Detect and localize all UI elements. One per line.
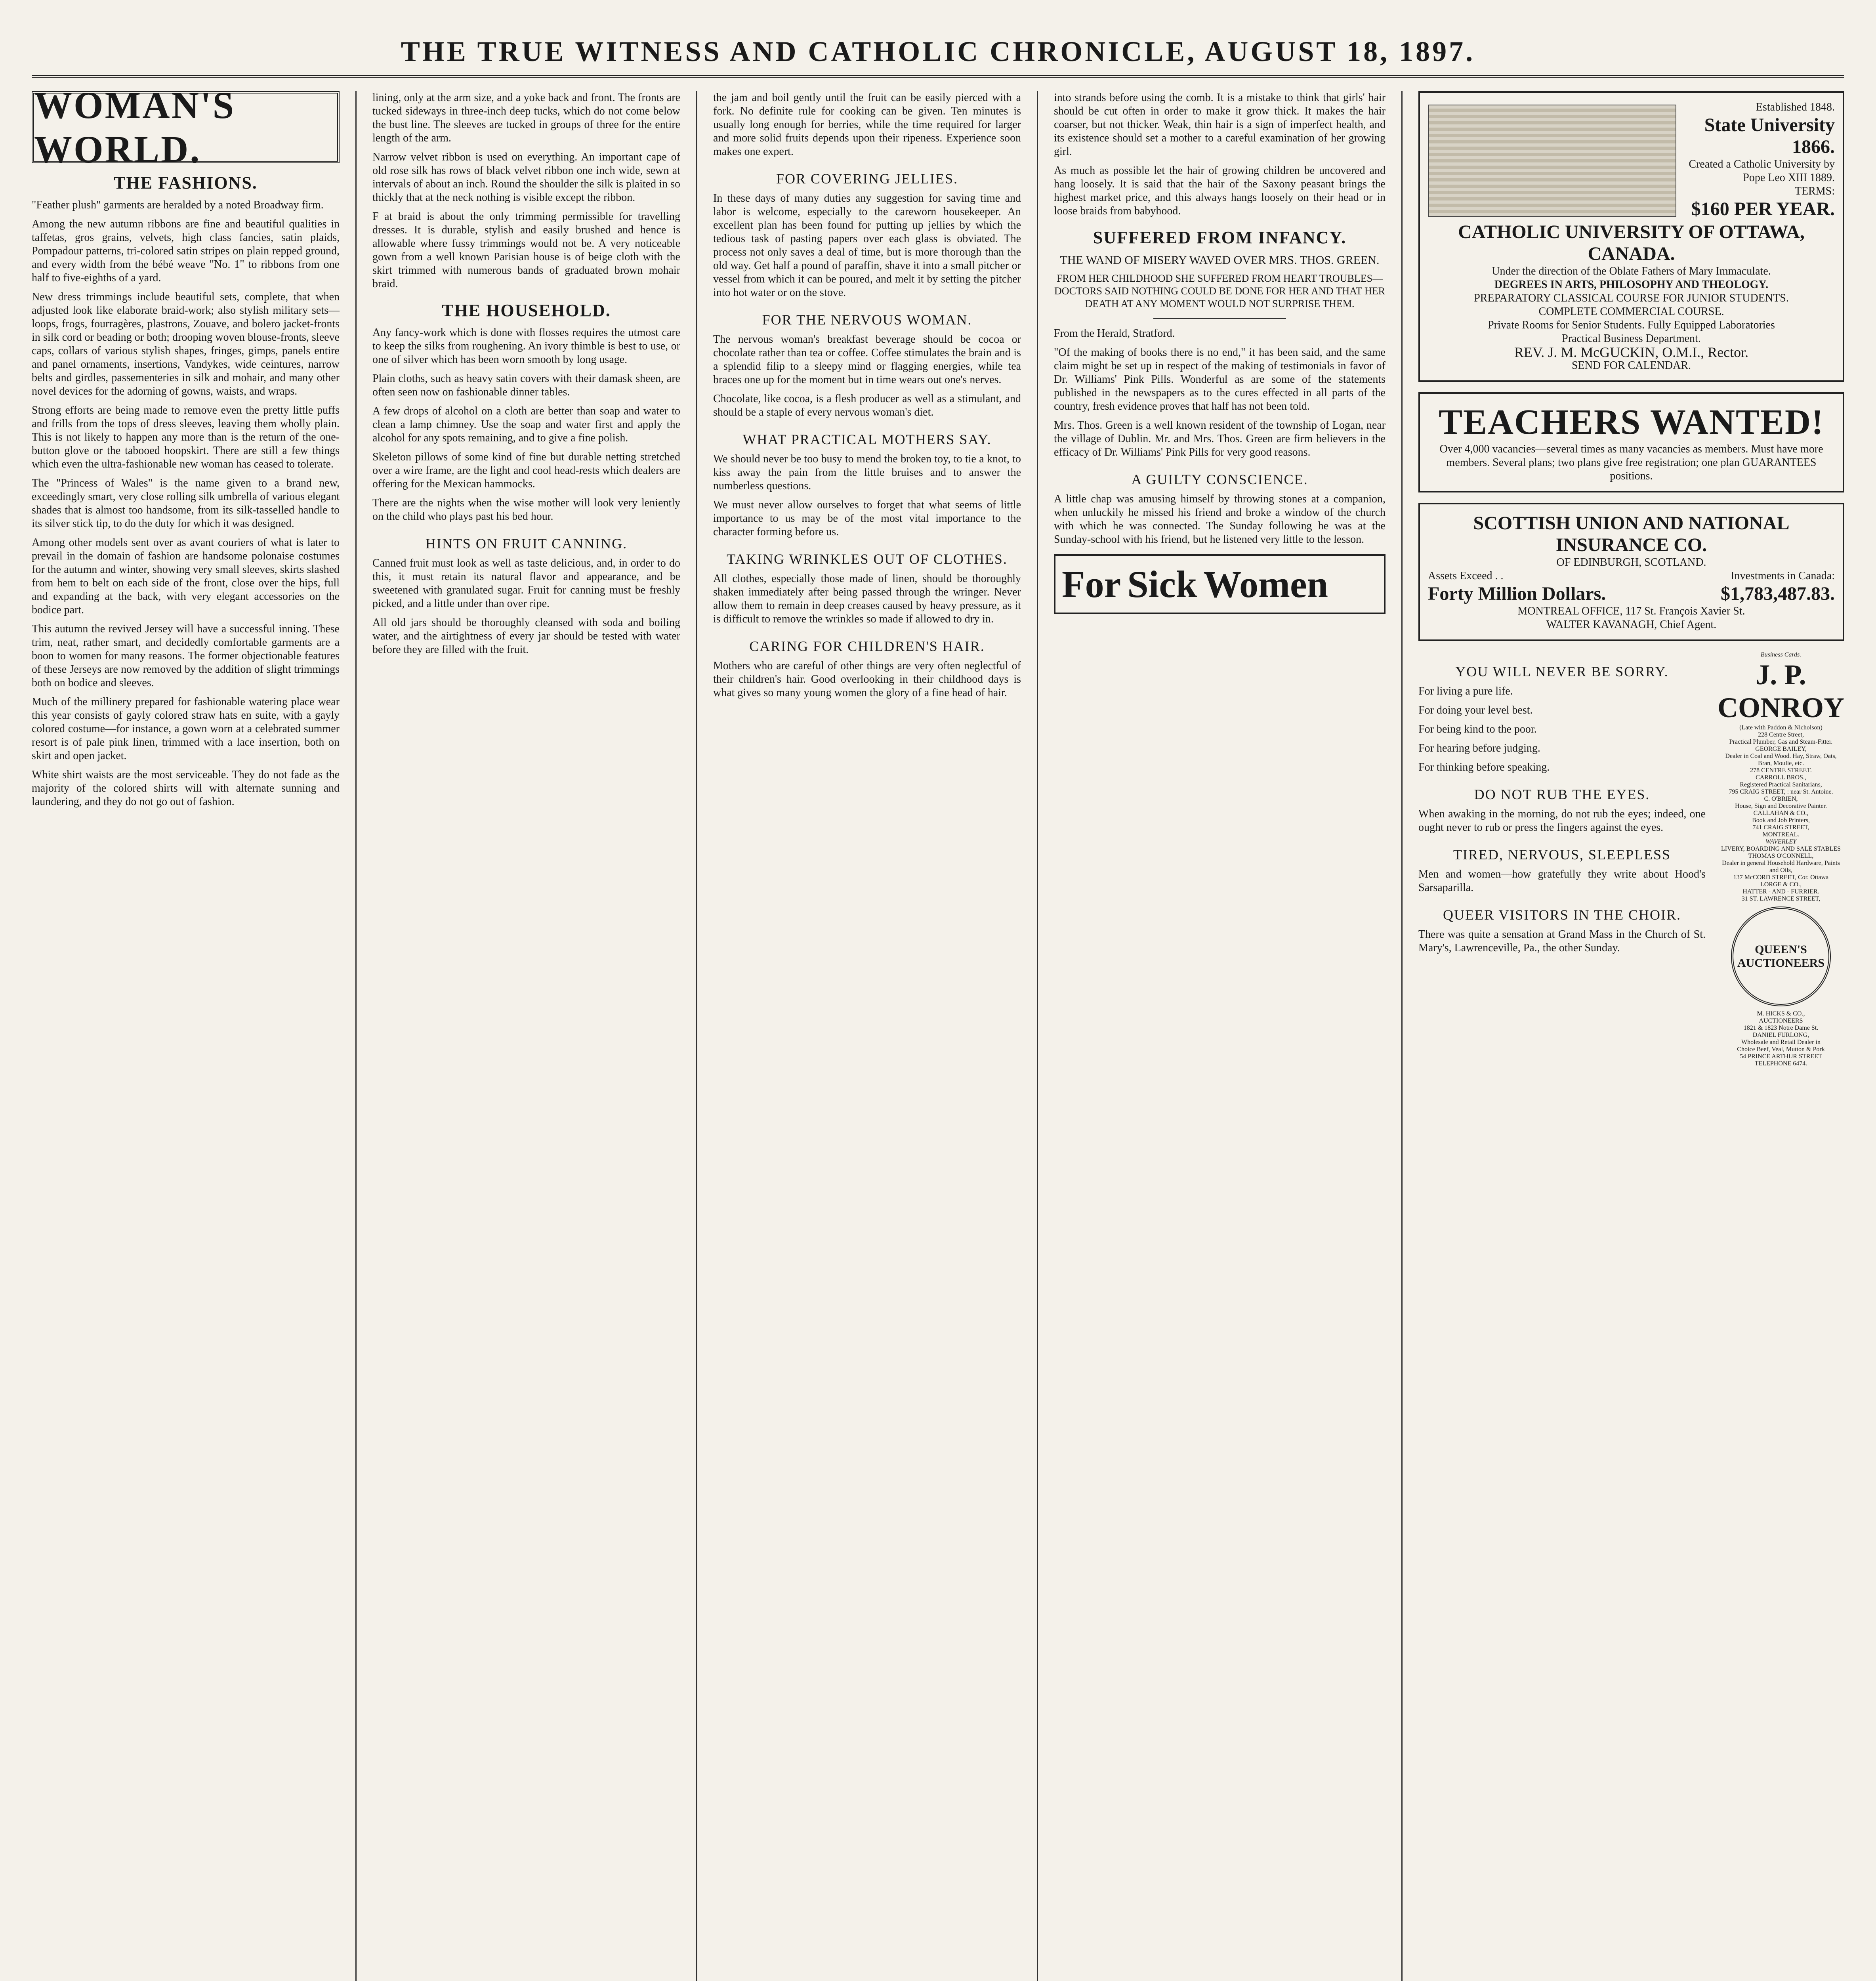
paragraph: "Of the making of books there is no end," it has been said, and the same claim might be set up in respect of the making of testimonials in favor of Dr. Williams' Pink Pills. Wonderful as are some of the statements published in the newspapers as to the cures effected in all parts of the country, fresh evidence proves that half has not been told. (1054, 346, 1386, 412)
hints-body (372, 557, 680, 657)
paragraph: A few drops of alcohol on a cloth are better than soap and water to clean a lamp chimney. Use the soap and water first and apply the alcohol for any spots remaining, and to give a fine polish. (372, 405, 680, 444)
insurance-advertisement (1418, 503, 1844, 641)
paragraph: lining, only at the arm size, and a yoke back and front. The fronts are tucked sideways in three-inch deep tucks, which do not come below the bust line. The sleeves are tucked in groups of three for the entire length of the arm. (372, 92, 680, 144)
hints-heading: HINTS ON FRUIT CANNING. (425, 536, 628, 552)
uni-degrees: DEGREES IN ARTS, PHILOSOPHY AND THEOLOGY. (1494, 279, 1769, 291)
callahan-name: CALLAHAN & CO., (1753, 810, 1809, 817)
paragraph: Mothers who are careful of other things are very often neglectful of their children's hair. Good overlooking in their childhood days is what gives so many young women the glory of a fine head of hair. (713, 660, 1021, 699)
ad-sick: Sick (1127, 563, 1197, 605)
paragraph: All clothes, especially those made of linen, should be thoroughly shaken immediately after being passed through the wringer. Never allow them to remain in deep creases caused by heavy pressure, as it is difficult to remove the wrinkles so made if allowed to dry in. (713, 573, 1021, 625)
uni-commercial: COMPLETE COMMERCIAL COURSE. (1538, 305, 1724, 318)
jellies-body (713, 192, 1021, 300)
lorge-trade: HATTER - AND - FURRIER. (1742, 888, 1819, 895)
column-3 (713, 91, 1038, 1981)
section-title: WOMAN'S WORLD. (32, 91, 340, 163)
uni-state: State University 1866. (1704, 115, 1835, 157)
lorge-address: 31 ST. LAWRENCE STREET, (1741, 895, 1821, 902)
callahan-city: MONTREAL. (1762, 831, 1800, 838)
paragraph: We must never allow ourselves to forget that what seems of little importance to us may be of the most vital importance to the character forming before us. (713, 499, 1021, 538)
conroy-trade: Practical Plumber, Gas and Steam-Fitter. (1729, 739, 1833, 745)
insurance-name: SCOTTISH UNION AND NATIONAL INSURANCE CO. (1473, 513, 1790, 555)
paragraph: Any fancy-work which is done with flosses requires the utmost care to keep the silks from roughening. An ivory thimble is best to use, or one of silver which has been worn smooth by long usage. (372, 326, 680, 366)
furlong-name: DANIEL FURLONG, (1752, 1032, 1809, 1038)
obrien-name: C. O'BRIEN, (1764, 796, 1798, 802)
teachers-body: Over 4,000 vacancies—several times as many vacancies as members. Must have more members. Several plans; two plans give free registration; one plan GUARANTEES positions. (1439, 443, 1823, 482)
divider (1153, 318, 1286, 319)
insurance-assets-label: Assets Exceed . . (1428, 570, 1504, 582)
auctioneer-seal: QUEEN'S AUCTIONEERS (1731, 907, 1831, 1006)
paragraph: F at braid is about the only trimming permissible for travelling dresses. It is durable, stylish and easily brushed and hence is allowable where fussy trimmings would not be. A very noticeable gown from a well known Parisian house is of beige cloth with the skirt trimmed with numerous bands of graduated brown mohair braid. (372, 210, 680, 290)
infancy-subhead-2: FROM HER CHILDHOOD SHE SUFFERED FROM HEART TROUBLES—DOCTORS SAID NOTHING COULD BE DONE FOR HER AND THAT HER DEATH AT ANY MOMENT WOULD NOT SURPRISE THEM. (1054, 273, 1385, 309)
insurance-office: MONTREAL OFFICE, 117 St. François Xavier St. (1517, 605, 1745, 617)
ad-women: Women (1203, 563, 1328, 605)
obrien-trade: House, Sign and Decorative Painter. (1735, 803, 1827, 809)
uni-direction: Under the direction of the Oblate Fathers of Mary Immaculate. (1492, 265, 1771, 277)
furlong-goods: Choice Beef, Veal, Mutton & Pork (1737, 1046, 1825, 1053)
insurance-invest: $1,783,487.83. (1721, 583, 1835, 604)
fashions-body (32, 198, 340, 809)
infancy-heading: SUFFERED FROM INFANCY. (1093, 228, 1347, 247)
paragraph: There are the nights when the wise mother will look very leniently on the child who plays past his bed hour. (372, 497, 680, 523)
furlong-telephone: TELEPHONE 6474. (1754, 1060, 1807, 1067)
insurance-invest-label: Investments in Canada: (1731, 570, 1835, 582)
infancy-subhead: THE WAND OF MISERY WAVED OVER MRS. THOS. GREEN. (1060, 254, 1380, 267)
ad-for: For (1062, 563, 1121, 605)
paragraph: Mrs. Thos. Green is a well known resident of the township of Logan, near the village of Dublin. Mr. and Mrs. Thos. Green are firm believers in the efficacy of Dr. Williams' Pink Pills for very good reasons. (1054, 419, 1386, 458)
paragraph: For being kind to the poor. (1418, 723, 1537, 735)
george-address: 278 CENTRE STREET. (1750, 767, 1812, 774)
carroll-name: CARROLL BROS., (1756, 774, 1806, 781)
women-advertisement (1054, 554, 1386, 614)
sorry-body (1418, 685, 1706, 774)
paragraph: Narrow velvet ribbon is used on everything. An important cape of old rose silk has rows of black velvet ribbon one inch wide, sewn at intervals of about an inch. Round the shoulder the silk is plaited in so thickly that at the neck nothing is visible except the ribbon. (372, 151, 680, 204)
paragraph: The nervous woman's breakfast beverage should be cocoa or chocolate rather than tea or coffee. Coffee stimulates the brain and is a splendid filip to a sleepy mind or flagging energies, while tea braces one up for the moment but in time wears out one's nerves. (713, 333, 1021, 386)
infancy-body (1054, 327, 1386, 459)
uni-price: $160 PER YEAR. (1691, 198, 1835, 219)
hair-body (713, 659, 1021, 700)
waverley-trade: LIVERY, BOARDING AND SALE STABLES (1721, 845, 1841, 852)
university-illustration (1428, 105, 1676, 217)
paragraph: From the Herald, Stratford. (1054, 327, 1175, 340)
paragraph: Strong efforts are being made to remove even the pretty little puffs and frills from the tops of dress sleeves, leaving them wholly plain. This is not likely to happen any more than is the return of the one-button glove or the tabooed hoopskirt. There are still a few things which even the ultra-fashionable new woman has ceased to tolerate. (32, 404, 340, 470)
choir-body (1418, 928, 1706, 955)
mid-articles (1418, 651, 1706, 1067)
paragraph: For thinking before speaking. (1418, 761, 1550, 773)
mothers-body (713, 452, 1021, 539)
paragraph: Men and women—how gratefully they write about Hood's Sarsaparilla. (1418, 868, 1706, 894)
business-cards (1718, 651, 1844, 1067)
mothers-heading: WHAT PRACTICAL MOTHERS SAY. (742, 431, 992, 447)
insurance-agent: WALTER KAVANAGH, Chief Agent. (1546, 618, 1717, 631)
paragraph: There was quite a sensation at Grand Mass in the Church of St. Mary's, Lawrenceville, Pa., the other Sunday. (1418, 928, 1706, 954)
callahan-address: 741 CRAIG STREET, (1752, 824, 1809, 831)
insurance-city: OF EDINBURGH, SCOTLAND. (1556, 556, 1706, 569)
choir-heading: QUEER VISITORS IN THE CHOIR. (1443, 907, 1681, 923)
paragraph: Plain cloths, such as heavy satin covers with their damask sheen, are often seen now on fashionable dinner tables. (372, 372, 680, 398)
waverley-name: WAVERLEY (1765, 838, 1797, 845)
conroy-name: J. P. CONROY (1718, 659, 1844, 723)
fashions-continued (372, 91, 680, 291)
george-trade: Dealer in Coal and Wood. Hay, Straw, Oats, Bran, Moulie, etc. (1725, 753, 1837, 767)
hair-continued (1054, 91, 1386, 218)
tired-body (1418, 868, 1706, 895)
paragraph: the jam and boil gently until the fruit can be easily pierced with a fork. No definite rule for cooking can be given. Ten minutes is usually long enough for berries, while the time required for larger and more solid fruits depends upon their ripeness. Experience soon makes one expert. (713, 92, 1021, 158)
uni-established: Established 1848. (1756, 101, 1835, 113)
paragraph: Chocolate, like cocoa, is a flesh producer as well as a stimulant, and should be a staple of every nervous woman's diet. (713, 393, 1021, 418)
teachers-advertisement (1418, 392, 1844, 492)
conroy-late: (Late with Paddon & Nicholson) (1739, 724, 1823, 731)
uni-practical: Practical Business Department. (1562, 332, 1701, 345)
hicks-name: M. HICKS & CO., (1757, 1010, 1805, 1017)
paragraph: into strands before using the comb. It is a mistake to think that girls' hair should be cut often in order to make it grow thick. It makes the hair coarser, but not thicker. Weak, thin hair is a sign of imperfect health, and its existence should set a mother to a careful examination of her growing girl. (1054, 92, 1386, 158)
paragraph: A little chap was amusing himself by throwing stones at a companion, when unluckily he missed his friend and broke a window of the church with which he was connected. The Sunday following he was at the Sunday-school with his friend, but he listened very little to the lesson. (1054, 493, 1386, 546)
paragraph: For hearing before judging. (1418, 742, 1540, 754)
hair-heading: CARING FOR CHILDREN'S HAIR. (749, 638, 985, 654)
eyes-body (1418, 807, 1706, 834)
paragraph: Canned fruit must look as well as taste delicious, and, in order to do this, it must retain its natural flavor and appearance, and be sweetened with granulated sugar. Fruit for canning must be freshly picked, and a little under than over ripe. (372, 557, 680, 610)
insurance-assets: Forty Million Dollars. (1428, 583, 1606, 604)
paragraph: For living a pure life. (1418, 685, 1513, 697)
wrinkles-heading: TAKING WRINKLES OUT OF CLOTHES. (727, 551, 1008, 567)
furlong-trade: Wholesale and Retail Dealer in (1741, 1039, 1821, 1046)
column-4 (1054, 91, 1403, 1981)
sorry-heading: YOU WILL NEVER BE SORRY. (1455, 664, 1669, 679)
lorge-name: LORGE & CO., (1760, 881, 1802, 888)
uni-prep: PREPARATORY CLASSICAL COURSE FOR JUNIOR STUDENTS. (1474, 292, 1789, 304)
conscience-body (1054, 492, 1386, 546)
fashions-heading: THE FASHIONS. (114, 173, 258, 193)
conroy-address: 228 Centre Street, (1758, 731, 1804, 738)
carroll-address: 795 CRAIG STREET, : near St. Antoine. (1729, 788, 1833, 795)
uni-rector: REV. J. M. McGUCKIN, O.M.I., Rector. (1514, 344, 1749, 360)
paragraph: The "Princess of Wales" is the name given to a brand new, exceedingly smart, very close rolling silk umbrella of various elegant shades that is almost too handsome, from its silk-tasselled handle to its silver stick tip, to do the duty for which it was designed. (32, 477, 340, 530)
paragraph: As much as possible let the hair of growing children be uncovered and hang loosely. It is said that the hair of the Saxony peasant brings the highest market price, and this always hangs loosely on their head or in loose braids from babyhood. (1054, 164, 1386, 217)
column-1 (32, 91, 357, 1981)
nervous-body (713, 333, 1021, 419)
paragraph: "Feather plush" garments are heralded by a noted Broadway firm. (32, 199, 324, 211)
paragraph: In these days of many duties any suggestion for saving time and labor is welcome, especially to the careworn housekeeper. An excellent plan has been found for putting up jellies by which the tedious task of pasting papers over each glass is obviated. The process not only saves a deal of time, but is more thorough than the old way. Get half a pound of paraffin, shave it into a small pitcher or vessel from which it can be poured, and melt it by setting the pitcher into hot water or on the stove. (713, 192, 1021, 299)
paragraph: When awaking in the morning, do not rub the eyes; indeed, one ought never to rub or press the fingers against the eyes. (1418, 808, 1706, 834)
household-body (372, 326, 680, 523)
uni-calendar: SEND FOR CALENDAR. (1571, 359, 1691, 372)
paragraph: This autumn the revived Jersey will have a successful inning. These trim, neat, rather smart, and decidedly comfortable garments are a boon to women for many reasons. The former objectionable features of these Jerseys are now removed by the addition of slight trimmings both on bodice and sleeves. (32, 623, 340, 689)
george-name: GEORGE BAILEY, (1755, 746, 1807, 752)
university-advertisement (1418, 91, 1844, 382)
business-cards-title: Business Cards. (1760, 651, 1802, 658)
column-5 (1418, 91, 1844, 1981)
callahan-trade: Book and Job Printers, (1752, 817, 1810, 824)
hicks-address: 1821 & 1823 Notre Dame St. (1743, 1025, 1819, 1031)
paragraph: For doing your level best. (1418, 704, 1533, 716)
teachers-title: TEACHERS WANTED! (1438, 403, 1824, 442)
paragraph: Skeleton pillows of some kind of fine but durable netting stretched over a wire frame, are the light and cool head-rests which dealers are offering for the Mexican hammocks. (372, 451, 680, 490)
tired-heading: TIRED, NERVOUS, SLEEPLESS (1453, 847, 1671, 863)
uni-created: Created a Catholic University by Pope Leo XIII 1889. (1689, 158, 1835, 184)
canning-continued (713, 91, 1021, 158)
paragraph: White shirt waists are the most serviceable. They do not fade as the majority of the colored shirts will with alternate sunning and laundering, and they do not go out of fashion. (32, 769, 340, 808)
paragraph: New dress trimmings include beautiful sets, complete, that when adjusted look like elaborate braid-work; also stylish military sets—loops, frogs, fourragères, plastrons, Zouave, and bolero jacket-fronts in silk cord or beading or both; drooping woven blouse-fronts, sleeve caps, collars of various stylish shapes, fringes, gimps, panels entire and panel ornaments, insertions, Vandykes, wide ceintures, narrow belts and girdles, passementeries in silk and mohair, and many other novel devices for the adorning of gowns, waists, and wraps. (32, 291, 340, 397)
uni-terms: TERMS: (1794, 185, 1835, 197)
wrinkles-body (713, 572, 1021, 626)
uni-name: CATHOLIC UNIVERSITY OF OTTAWA, CANADA. (1458, 221, 1805, 264)
paragraph: Among the new autumn ribbons are fine and beautiful qualities in taffetas, gros grains, velvets, high class fancies, satin plaids, Pompadour patterns, tri-colored satin stripes on plain repped ground, and every width from the bébé weave "No. 1" to ribbons from one half to five-eighths of a yard. (32, 218, 340, 284)
carroll-trade: Registered Practical Sanitarians, (1740, 781, 1822, 788)
furlong-address: 54 PRINCE ARTHUR STREET (1740, 1053, 1822, 1060)
hicks-trade: AUCTIONEERS (1759, 1017, 1803, 1024)
oconnell-name: THOMAS O'CONNELL, (1748, 853, 1814, 859)
nervous-heading: FOR THE NERVOUS WOMAN. (762, 312, 972, 328)
oconnell-trade: Dealer in general Household Hardware, Paints and Oils, (1722, 860, 1840, 874)
conscience-heading: A GUILTY CONSCIENCE. (1131, 471, 1308, 487)
paragraph: Much of the millinery prepared for fashionable watering place wear this year consists of gayly colored straw hats en suite, with a gayly colored costume—for instance, a gown worn at a celebrated summer resort is of pale pink linen, trimmed with a lace insertion, both on skirt and open jacket. (32, 696, 340, 762)
paragraph: We should never be too busy to mend the broken toy, to tie a knot, to kiss away the pain from the little bruises and to answer the numberless questions. (713, 453, 1021, 492)
paragraph: Among other models sent over as avant couriers of what is later to prevail in the domain of fashion are handsome polonaise costumes for the autumn and winter, showing very small sleeves, skirts slashed from hem to belt on each side of the front, close over the hips, full and expanding at the back, with very elegant accessories on the bodice part. (32, 536, 340, 616)
oconnell-address: 137 McCORD STREET, Cor. Ottawa (1733, 874, 1829, 881)
uni-rooms: Private Rooms for Senior Students. Fully Equipped Laboratories (1488, 319, 1775, 331)
household-heading: THE HOUSEHOLD. (442, 301, 611, 320)
jellies-heading: FOR COVERING JELLIES. (776, 171, 958, 187)
columns (32, 91, 1844, 1981)
masthead: THE TRUE WITNESS AND CATHOLIC CHRONICLE, AUGUST 18, 1897. (32, 28, 1844, 78)
eyes-heading: DO NOT RUB THE EYES. (1474, 786, 1650, 802)
paragraph: All old jars should be thoroughly cleansed with soda and boiling water, and the airtightness of every jar should be tested with water before they are filled with the fruit. (372, 616, 680, 656)
column-2 (372, 91, 697, 1981)
